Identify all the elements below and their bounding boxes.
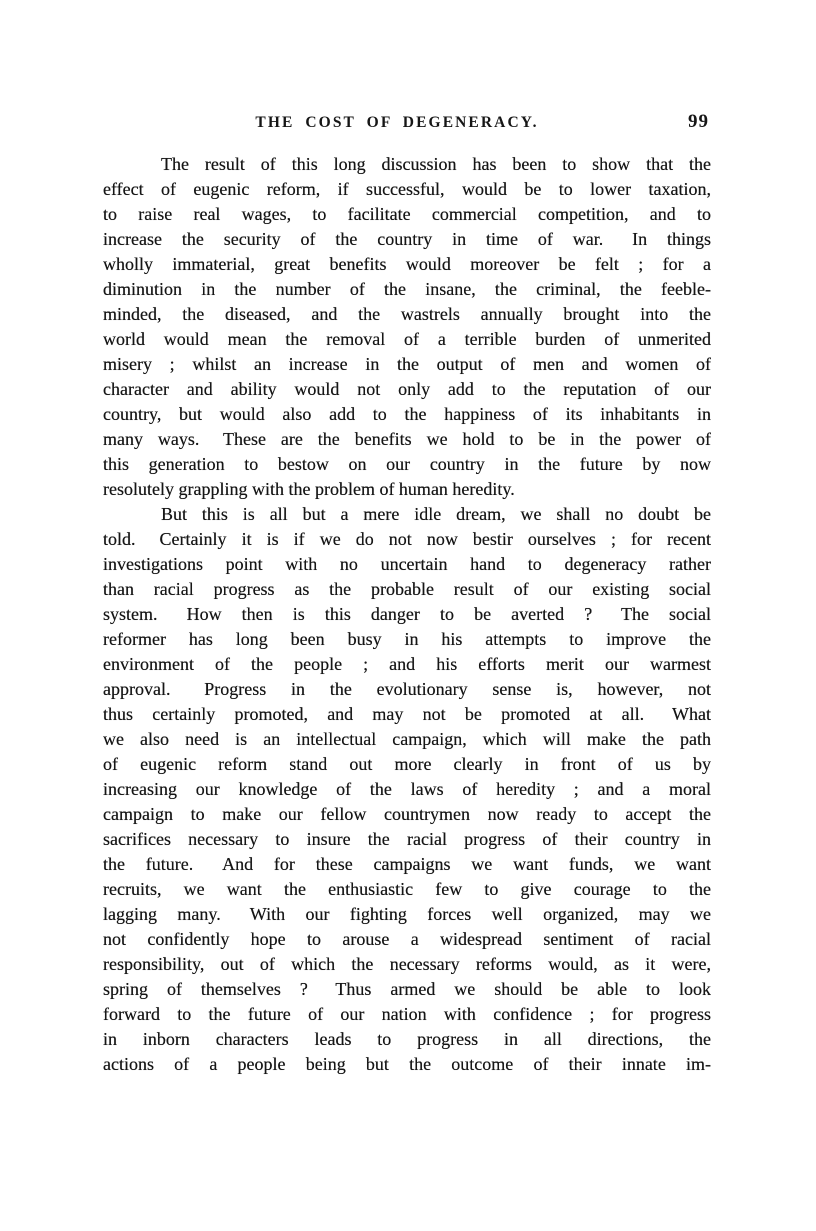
text-line: the future. And for these campaigns we want funds, we want [103,854,711,874]
text-line: recruits, we want the enthusiastic few to give courage to the [103,879,711,899]
text-line: actions of a people being but the outcome of their innate im- [103,1054,711,1074]
text-line: many ways. These are the benefits we hold to be in the power of [103,429,711,449]
running-header [103,112,711,134]
text-line: character and ability would not only add to the reputation of our [103,379,711,399]
text-line: effect of eugenic reform, if successful, would be to lower taxation, [103,179,711,199]
text-line: told. Certainly it is if we do not now bestir ourselves ; for recent [103,529,711,549]
text-line: to raise real wages, to facilitate commercial competition, and to [103,204,711,224]
text-line: environment of the people ; and his efforts merit our warmest [103,654,711,674]
text-line: in inborn characters leads to progress in all directions, the [103,1029,711,1049]
text-line: resolutely grappling with the problem of human heredity. [103,479,515,499]
text-line: The result of this long discussion has been to show that the [161,154,711,174]
text-line: responsibility, out of which the necessary reforms would, as it were, [103,954,711,974]
text-line: misery ; whilst an increase in the output of men and women of [103,354,711,374]
text-line: minded, the diseased, and the wastrels annually brought into the [103,304,711,324]
text-line: increase the security of the country in time of war. In things [103,229,711,249]
text-line: this generation to bestow on our country in the future by now [103,454,711,474]
text-line: of eugenic reform stand out more clearly in front of us by [103,754,711,774]
text-line: country, but would also add to the happiness of its inhabitants in [103,404,711,424]
text-line: investigations point with no uncertain hand to degeneracy rather [103,554,711,574]
text-line: approval. Progress in the evolutionary sense is, however, not [103,679,711,699]
text-line: But this is all but a mere idle dream, we shall no doubt be [161,504,711,524]
text-line: lagging many. With our fighting forces well organized, may we [103,904,711,924]
text-line: system. How then is this danger to be averted ? The social [103,604,711,624]
text-line: world would mean the removal of a terrible burden of unmerited [103,329,711,349]
text-line: we also need is an intellectual campaign, which will make the path [103,729,711,749]
text-line: campaign to make our fellow countrymen now ready to accept the [103,804,711,824]
text-line: not confidently hope to arouse a widespread sentiment of racial [103,929,711,949]
running-header-title: THE COST OF DEGENERACY. [255,114,539,131]
text-line: thus certainly promoted, and may not be promoted at all. What [103,704,711,724]
text-line: than racial progress as the probable result of our existing social [103,579,711,599]
text-line: forward to the future of our nation with confidence ; for progress [103,1004,711,1024]
page-text-block [103,152,711,1077]
page-number: 99 [688,111,709,132]
text-line: reformer has long been busy in his attempts to improve the [103,629,711,649]
text-line: increasing our knowledge of the laws of heredity ; and a moral [103,779,711,799]
text-line: wholly immaterial, great benefits would moreover be felt ; for a [103,254,711,274]
text-line: diminution in the number of the insane, the criminal, the feeble- [103,279,711,299]
text-line: spring of themselves ? Thus armed we should be able to look [103,979,711,999]
text-line: sacrifices necessary to insure the racial progress of their country in [103,829,711,849]
